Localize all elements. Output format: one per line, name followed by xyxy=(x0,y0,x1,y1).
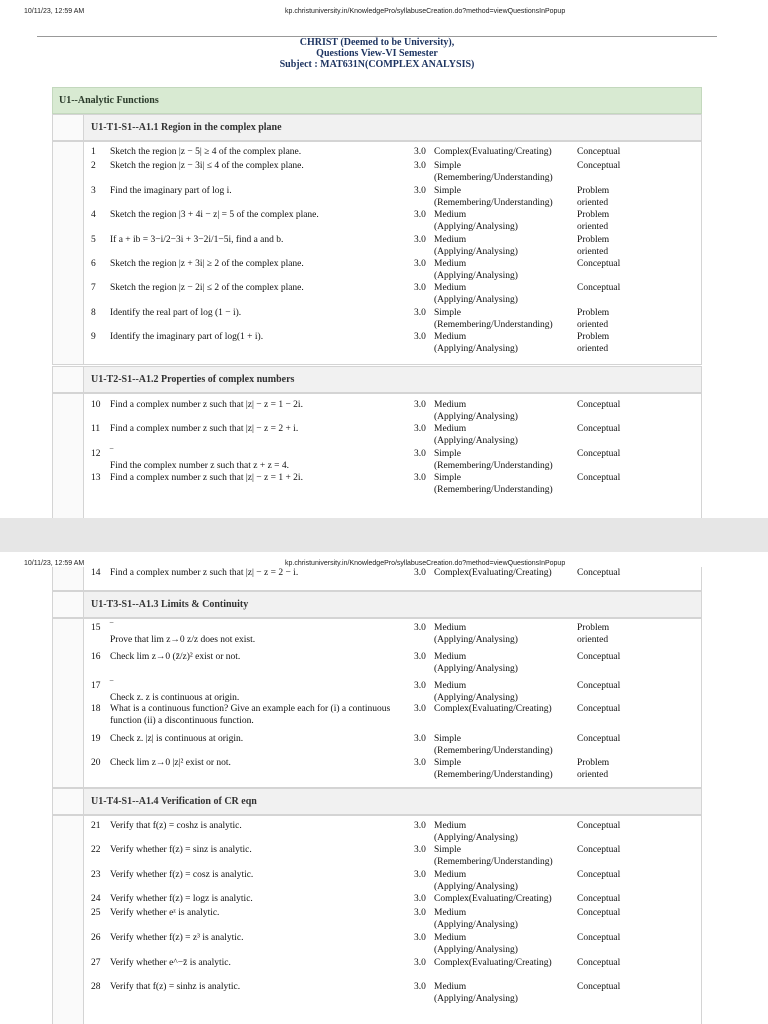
question-text: Check lim z→0 |z|² exist or not. xyxy=(110,758,231,768)
question-marks: 3.0 xyxy=(414,332,426,342)
question-text: Sketch the region |z − 5| ≥ 4 of the complex plane. xyxy=(110,147,302,157)
question-group xyxy=(52,815,702,1024)
question-marks: 3.0 xyxy=(414,186,426,196)
question-text: Check lim z→0 (z̄/z)² exist or not. xyxy=(110,652,241,662)
question-text: If a + ib = 3−i/2−3i + 3−2i/1−5i, find a and b. xyxy=(110,235,284,245)
question-text: Verify that f(z) = sinhz is analytic. xyxy=(110,982,241,992)
question-marks: 3.0 xyxy=(414,568,426,578)
question-type: Problem oriented xyxy=(577,186,610,208)
question-type: Conceptual xyxy=(577,821,621,831)
question-text: What is a continuous function? Give an example each for (i) a continuous function (ii) a discontinuous function. xyxy=(110,704,391,726)
question-group xyxy=(52,141,702,365)
difficulty-level: Medium (Applying/Analysing) xyxy=(434,870,518,892)
question-marks: 3.0 xyxy=(414,449,426,459)
question-text: Verify that f(z) = coshz is analytic. xyxy=(110,821,242,831)
difficulty-level: Simple (Remembering/Understanding) xyxy=(434,308,553,330)
question-number: 5 xyxy=(91,235,96,245)
difficulty-level: Complex(Evaluating/Creating) xyxy=(434,704,552,714)
question-type: Conceptual xyxy=(577,283,621,293)
question-type: Conceptual xyxy=(577,568,621,578)
question-type: Conceptual xyxy=(577,473,621,483)
question-marks: 3.0 xyxy=(414,308,426,318)
difficulty-level: Medium (Applying/Analysing) xyxy=(434,908,518,930)
timestamp: 10/11/23, 12:59 AM xyxy=(24,8,85,15)
question-type: Conceptual xyxy=(577,734,621,744)
question-text: ‾ Check z. z is continuous at origin. xyxy=(110,681,240,703)
question-text: Sketch the region |z − 2i| ≤ 2 of the complex plane. xyxy=(110,283,304,293)
question-type: Conceptual xyxy=(577,449,621,459)
difficulty-level: Simple (Remembering/Understanding) xyxy=(434,473,553,495)
question-type: Problem oriented xyxy=(577,308,610,330)
question-text: Identify the real part of log (1 − i). xyxy=(110,308,242,318)
page-gap xyxy=(0,518,768,552)
difficulty-level: Complex(Evaluating/Creating) xyxy=(434,147,552,157)
question-type: Conceptual xyxy=(577,870,621,880)
question-type: Problem oriented xyxy=(577,332,610,354)
subject-title: Subject : MAT631N(COMPLEX ANALYSIS) xyxy=(279,59,475,70)
question-text: Find the imaginary part of log i. xyxy=(110,186,232,196)
university-name: CHRIST (Deemed to be University), xyxy=(299,37,455,48)
question-type: Problem oriented xyxy=(577,235,610,257)
page-2 xyxy=(0,552,768,1024)
question-number: 19 xyxy=(91,734,101,744)
difficulty-level: Medium (Applying/Analysing) xyxy=(434,235,518,257)
question-number: 4 xyxy=(91,210,96,220)
topic-heading xyxy=(52,114,702,141)
question-number: 1 xyxy=(91,147,96,157)
question-marks: 3.0 xyxy=(414,845,426,855)
question-number: 10 xyxy=(91,400,101,410)
difficulty-level: Simple (Remembering/Understanding) xyxy=(434,758,553,780)
question-marks: 3.0 xyxy=(414,161,426,171)
difficulty-level: Medium (Applying/Analysing) xyxy=(434,623,518,645)
question-marks: 3.0 xyxy=(414,473,426,483)
question-marks: 3.0 xyxy=(414,400,426,410)
question-text: Sketch the region |z + 3i| ≥ 2 of the complex plane. xyxy=(110,259,304,269)
difficulty-level: Medium (Applying/Analysing) xyxy=(434,681,518,703)
question-number: 24 xyxy=(91,894,101,904)
question-text: Find a complex number z such that |z| − z = 2 + i. xyxy=(110,424,299,434)
question-number: 16 xyxy=(91,652,101,662)
question-marks: 3.0 xyxy=(414,283,426,293)
question-marks: 3.0 xyxy=(414,623,426,633)
topic-label: U1-T2-S1--A1.2 Properties of complex numbers xyxy=(91,374,295,385)
difficulty-level: Medium (Applying/Analysing) xyxy=(434,652,518,674)
question-number: 8 xyxy=(91,308,96,318)
question-marks: 3.0 xyxy=(414,704,426,714)
topic-label: U1-T3-S1--A1.3 Limits & Continuity xyxy=(91,599,249,610)
question-type: Conceptual xyxy=(577,161,621,171)
question-number: 21 xyxy=(91,821,101,831)
question-type: Problem oriented xyxy=(577,623,610,645)
question-number: 11 xyxy=(91,424,101,434)
question-type: Conceptual xyxy=(577,894,621,904)
question-number: 15 xyxy=(91,623,101,633)
difficulty-level: Medium (Applying/Analysing) xyxy=(434,982,518,1004)
question-text: Find a complex number z such that |z| − z = 1 − 2i. xyxy=(110,400,303,410)
question-text: Sketch the region |z − 3i| ≤ 4 of the complex plane. xyxy=(110,161,304,171)
question-marks: 3.0 xyxy=(414,758,426,768)
question-type: Conceptual xyxy=(577,845,621,855)
question-marks: 3.0 xyxy=(414,870,426,880)
question-marks: 3.0 xyxy=(414,894,426,904)
difficulty-level: Simple (Remembering/Understanding) xyxy=(434,161,553,183)
question-type: Conceptual xyxy=(577,958,621,968)
question-marks: 3.0 xyxy=(414,424,426,434)
question-group xyxy=(52,393,702,518)
print-header xyxy=(0,0,768,24)
difficulty-level: Complex(Evaluating/Creating) xyxy=(434,568,552,578)
topic-heading xyxy=(52,788,702,815)
difficulty-level: Medium (Applying/Analysing) xyxy=(434,424,518,446)
question-type: Conceptual xyxy=(577,908,621,918)
question-number: 14 xyxy=(91,568,101,578)
question-number: 20 xyxy=(91,758,101,768)
question-number: 27 xyxy=(91,958,101,968)
question-number: 22 xyxy=(91,845,101,855)
question-number: 28 xyxy=(91,982,101,992)
question-number: 13 xyxy=(91,473,101,483)
report-header xyxy=(37,36,717,70)
question-number: 26 xyxy=(91,933,101,943)
difficulty-level: Medium (Applying/Analysing) xyxy=(434,283,518,305)
question-number: 7 xyxy=(91,283,96,293)
difficulty-level: Complex(Evaluating/Creating) xyxy=(434,958,552,968)
question-group xyxy=(52,618,702,788)
question-marks: 3.0 xyxy=(414,982,426,992)
question-marks: 3.0 xyxy=(414,821,426,831)
question-type: Conceptual xyxy=(577,681,621,691)
question-type: Problem oriented xyxy=(577,758,610,780)
question-marks: 3.0 xyxy=(414,908,426,918)
question-type: Conceptual xyxy=(577,982,621,992)
difficulty-level: Medium (Applying/Analysing) xyxy=(434,259,518,281)
question-text: ‾ Find the complex number z such that z + z = 4. xyxy=(110,449,290,471)
unit-heading: U1--Analytic Functions xyxy=(52,87,702,114)
difficulty-level: Simple (Remembering/Understanding) xyxy=(434,734,553,756)
question-text: Verify whether f(z) = logz is analytic. xyxy=(110,894,253,904)
difficulty-level: Medium (Applying/Analysing) xyxy=(434,210,518,232)
question-text: Verify whether f(z) = z³ is analytic. xyxy=(110,933,244,943)
question-marks: 3.0 xyxy=(414,734,426,744)
question-marks: 3.0 xyxy=(414,147,426,157)
question-type: Conceptual xyxy=(577,652,621,662)
question-number: 2 xyxy=(91,161,96,171)
question-number: 25 xyxy=(91,908,101,918)
page-url: kp.christuniversity.in/KnowledgePro/syllabuseCreation.do?method=viewQuestionsInPopup xyxy=(285,560,566,567)
question-number: 9 xyxy=(91,332,96,342)
question-marks: 3.0 xyxy=(414,259,426,269)
topic-label: U1-T4-S1--A1.4 Verification of CR eqn xyxy=(91,796,257,807)
question-number: 6 xyxy=(91,259,96,269)
question-type: Conceptual xyxy=(577,259,621,269)
question-text: Sketch the region |3 + 4i − z| = 5 of the complex plane. xyxy=(110,210,319,220)
topic-heading xyxy=(52,591,702,618)
timestamp: 10/11/23, 12:59 AM xyxy=(24,560,85,567)
question-number: 3 xyxy=(91,186,96,196)
question-marks: 3.0 xyxy=(414,652,426,662)
difficulty-level: Medium (Applying/Analysing) xyxy=(434,332,518,354)
question-number: 17 xyxy=(91,681,101,691)
question-text: Identify the imaginary part of log(1 + i). xyxy=(110,332,264,342)
page-url: kp.christuniversity.in/KnowledgePro/syllabuseCreation.do?method=viewQuestionsInPopup xyxy=(285,8,566,15)
question-text: ‾ Prove that lim z→0 z/z does not exist. xyxy=(110,623,256,645)
difficulty-level: Medium (Applying/Analysing) xyxy=(434,933,518,955)
question-number: 23 xyxy=(91,870,101,880)
question-marks: 3.0 xyxy=(414,210,426,220)
question-text: Verify whether eᶻ is analytic. xyxy=(110,908,220,918)
difficulty-level: Medium (Applying/Analysing) xyxy=(434,821,518,843)
question-marks: 3.0 xyxy=(414,681,426,691)
topic-heading xyxy=(52,366,702,393)
question-number: 18 xyxy=(91,704,101,714)
question-type: Conceptual xyxy=(577,704,621,714)
topic-label: U1-T1-S1--A1.1 Region in the complex plane xyxy=(91,122,282,133)
question-number: 12 xyxy=(91,449,101,459)
question-marks: 3.0 xyxy=(414,235,426,245)
question-text: Verify whether f(z) = sinz is analytic. xyxy=(110,845,252,855)
report-title: Questions View-VI Semester xyxy=(316,48,438,59)
difficulty-level: Simple (Remembering/Understanding) xyxy=(434,449,553,471)
question-group xyxy=(52,567,702,591)
question-text: Verify whether f(z) = cosz is analytic. xyxy=(110,870,254,880)
question-marks: 3.0 xyxy=(414,958,426,968)
question-text: Check z. |z| is continuous at origin. xyxy=(110,734,244,744)
question-text: Verify whether e^−z̄ is analytic. xyxy=(110,958,231,968)
question-text: Find a complex number z such that |z| − z = 1 + 2i. xyxy=(110,473,303,483)
question-type: Conceptual xyxy=(577,933,621,943)
difficulty-level: Simple (Remembering/Understanding) xyxy=(434,186,553,208)
question-type: Problem oriented xyxy=(577,210,610,232)
question-type: Conceptual xyxy=(577,400,621,410)
difficulty-level: Complex(Evaluating/Creating) xyxy=(434,894,552,904)
question-type: Conceptual xyxy=(577,424,621,434)
difficulty-level: Medium (Applying/Analysing) xyxy=(434,400,518,422)
question-text: Find a complex number z such that |z| − z = 2 − i. xyxy=(110,568,299,578)
question-type: Conceptual xyxy=(577,147,621,157)
difficulty-level: Simple (Remembering/Understanding) xyxy=(434,845,553,867)
question-marks: 3.0 xyxy=(414,933,426,943)
